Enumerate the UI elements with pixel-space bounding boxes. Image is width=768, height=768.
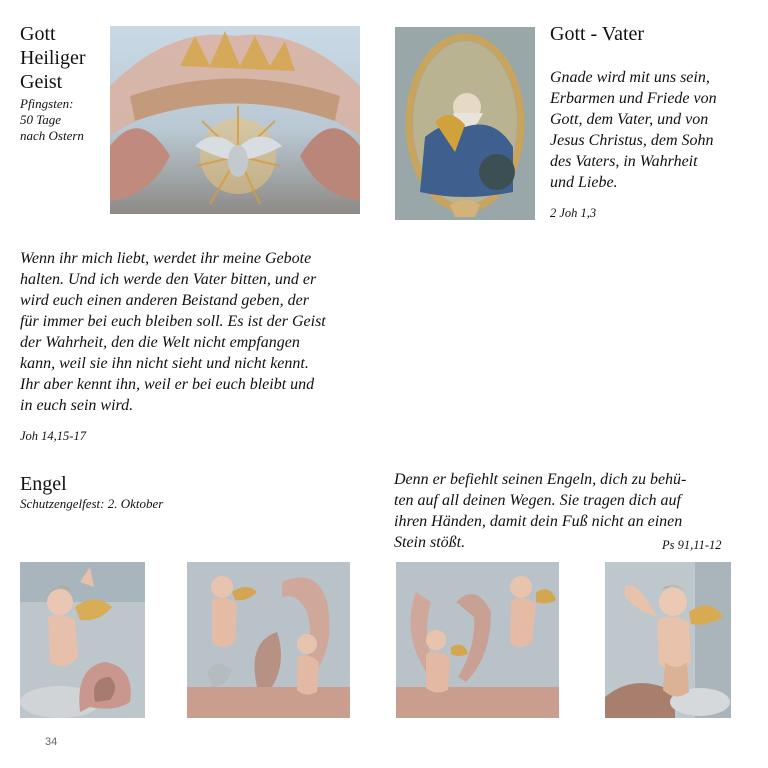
reference-joh-14: Joh 14,15-17 xyxy=(20,429,86,443)
quote-joh-14 xyxy=(20,248,326,416)
photo-angel-4 xyxy=(605,562,731,718)
photo-god-father xyxy=(395,27,535,220)
page-number: 34 xyxy=(45,736,58,748)
quote-line: für immer bei euch bleiben soll. Es ist der Geist xyxy=(20,313,326,330)
quote-line: und Liebe. xyxy=(550,174,618,191)
quote-line: Stein stößt. xyxy=(394,534,466,551)
quote-line: halten. Und ich werde den Vater bitten, und er xyxy=(20,271,317,288)
quote-line: kann, weil sie ihn nicht sieht und nicht kennt. xyxy=(20,355,309,372)
photo-crown-dove xyxy=(110,26,360,214)
photo-angel-3 xyxy=(396,562,559,718)
reference-ps-91: Ps 91,11-12 xyxy=(662,538,722,552)
angel-4-illustration xyxy=(605,562,731,718)
photo-angel-2 xyxy=(187,562,350,718)
quote-line: in euch sein wird. xyxy=(20,397,134,414)
title-line: Gott xyxy=(20,23,56,45)
god-father-illustration xyxy=(395,27,535,220)
subtitle-line: Pfingsten: xyxy=(20,96,74,111)
quote-line: ten auf all deinen Wegen. Sie tragen dich auf xyxy=(394,492,681,509)
subtitle-line: 50 Tage xyxy=(20,112,62,127)
title-line: Heiliger xyxy=(20,47,86,69)
quote-line: wird euch einen anderen Beistand geben, der xyxy=(20,292,309,309)
quote-line: Jesus Christus, dem Sohn xyxy=(550,132,714,149)
photo-angel-1 xyxy=(20,562,145,718)
angel-1-illustration xyxy=(20,562,145,718)
quote-line: Gnade wird mit uns sein, xyxy=(550,69,710,86)
quote-line: Erbarmen und Friede von xyxy=(550,90,717,107)
title-line: Geist xyxy=(20,71,63,93)
crown-dove-illustration xyxy=(110,26,360,214)
angel-3-illustration xyxy=(396,562,559,718)
quote-line: Gott, dem Vater, und von xyxy=(550,111,709,128)
quote-line: der Wahrheit, den die Welt nicht empfangen xyxy=(20,334,300,351)
subtitle-line: nach Ostern xyxy=(20,128,84,143)
angel-2-illustration xyxy=(187,562,350,718)
reference-2-joh: 2 Joh 1,3 xyxy=(550,206,597,220)
quote-line: Wenn ihr mich liebt, werdet ihr meine Gebote xyxy=(20,250,312,267)
section-title-heiliger-geist xyxy=(20,22,86,94)
section-subtitle-pfingsten xyxy=(20,96,84,144)
section-title-gott-vater: Gott - Vater xyxy=(550,23,645,45)
quote-line: des Vaters, in Wahrheit xyxy=(550,153,698,170)
section-subtitle-schutzengelfest: Schutzengelfest: 2. Oktober xyxy=(20,496,164,511)
section-title-engel: Engel xyxy=(20,473,67,495)
quote-gott-vater xyxy=(550,67,717,193)
quote-line: Denn er befiehlt seinen Engeln, dich zu behü- xyxy=(394,471,687,488)
quote-line: ihren Händen, damit dein Fuß nicht an einen xyxy=(394,513,683,530)
quote-line: Ihr aber kennt ihn, weil er bei euch bleibt und xyxy=(20,376,315,393)
